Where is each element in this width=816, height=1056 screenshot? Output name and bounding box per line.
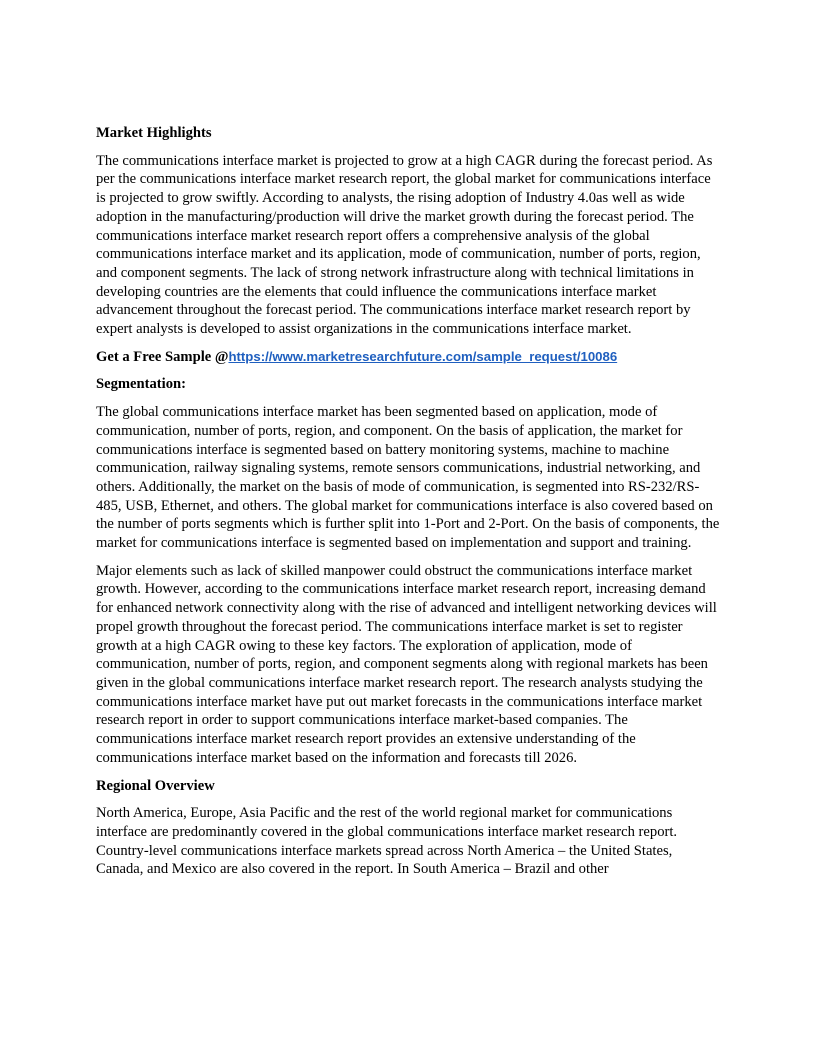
market-highlights-heading: Market Highlights [96, 125, 212, 141]
regional-overview-heading: Regional Overview [96, 777, 215, 794]
document-page [96, 124, 722, 888]
market-highlights-paragraph: The communications interface market is projected to grow at a high CAGR during the forecast period. As per the communications interface market research report, the global market for communications interface is projected to grow swiftly. According to analysts, the rising adoption of Industry 4.0as well as wide adoption in the manufacturing/production will drive the market growth during the forecast period. The communications interface market research report offers a comprehensive analysis of the global communications interface market and its application, mode of communication, number of ports, region, and component segments. The lack of strong network infrastructure along with technical limitations in developing countries are the elements that could influence the communications interface market advancement throughout the forecast period. The communications interface market research report by expert analysts is developed to assist organizations in the communications interface market. [96, 152, 713, 338]
segmentation-paragraph-1: The global communications interface market has been segmented based on application, mode of communication, number of ports, region, and component. On the basis of application, the market for communications interface is segmented based on battery monitoring systems, machine to machine communication, railway signaling systems, remote sensors communications, industrial networking, and others. Additionally, the market on the basis of mode of communication, is segmented into RS-232/RS-485, USB, Ethernet, and others. The global market for communications interface is also covered based on the number of ports segments which is further split into 1-Port and 2-Port. On the basis of components, the market for communications interface is segmented based on implementation and support and training. [96, 404, 720, 552]
free-sample-label: Get a Free Sample @ [96, 348, 229, 365]
free-sample-link[interactable]: https://www.marketresearchfuture.com/sample_request/10086 [228, 348, 618, 364]
segmentation-heading: Segmentation: [96, 376, 186, 393]
segmentation-paragraph-2: Major elements such as lack of skilled manpower could obstruct the communications interface market growth. However, according to the communications interface market research report, increasing demand for enhanced network connectivity along with the rise of advanced and intelligent networking devices will propel growth throughout the forecast period. The communications interface market is set to register growth at a high CAGR owing to these key factors. The exploration of application, mode of communication, number of ports, region, and component segments along with regional markets has been given in the global communications interface market research report. The research analysts studying the communications interface market have put out market forecasts in the communications interface market research report in order to support communications interface market-based companies. The communications interface market research report provides an extensive understanding of the communications interface market based on the information and forecasts till 2026. [96, 562, 717, 766]
free-sample-line [96, 348, 722, 367]
regional-overview-paragraph: North America, Europe, Asia Pacific and the rest of the world regional market for communications interface are predominantly covered in the global communications interface market research report. Country-level communications interface markets spread across North America – the United States, Canada, and Mexico are also covered in the report. In South America – Brazil and other [96, 805, 678, 878]
